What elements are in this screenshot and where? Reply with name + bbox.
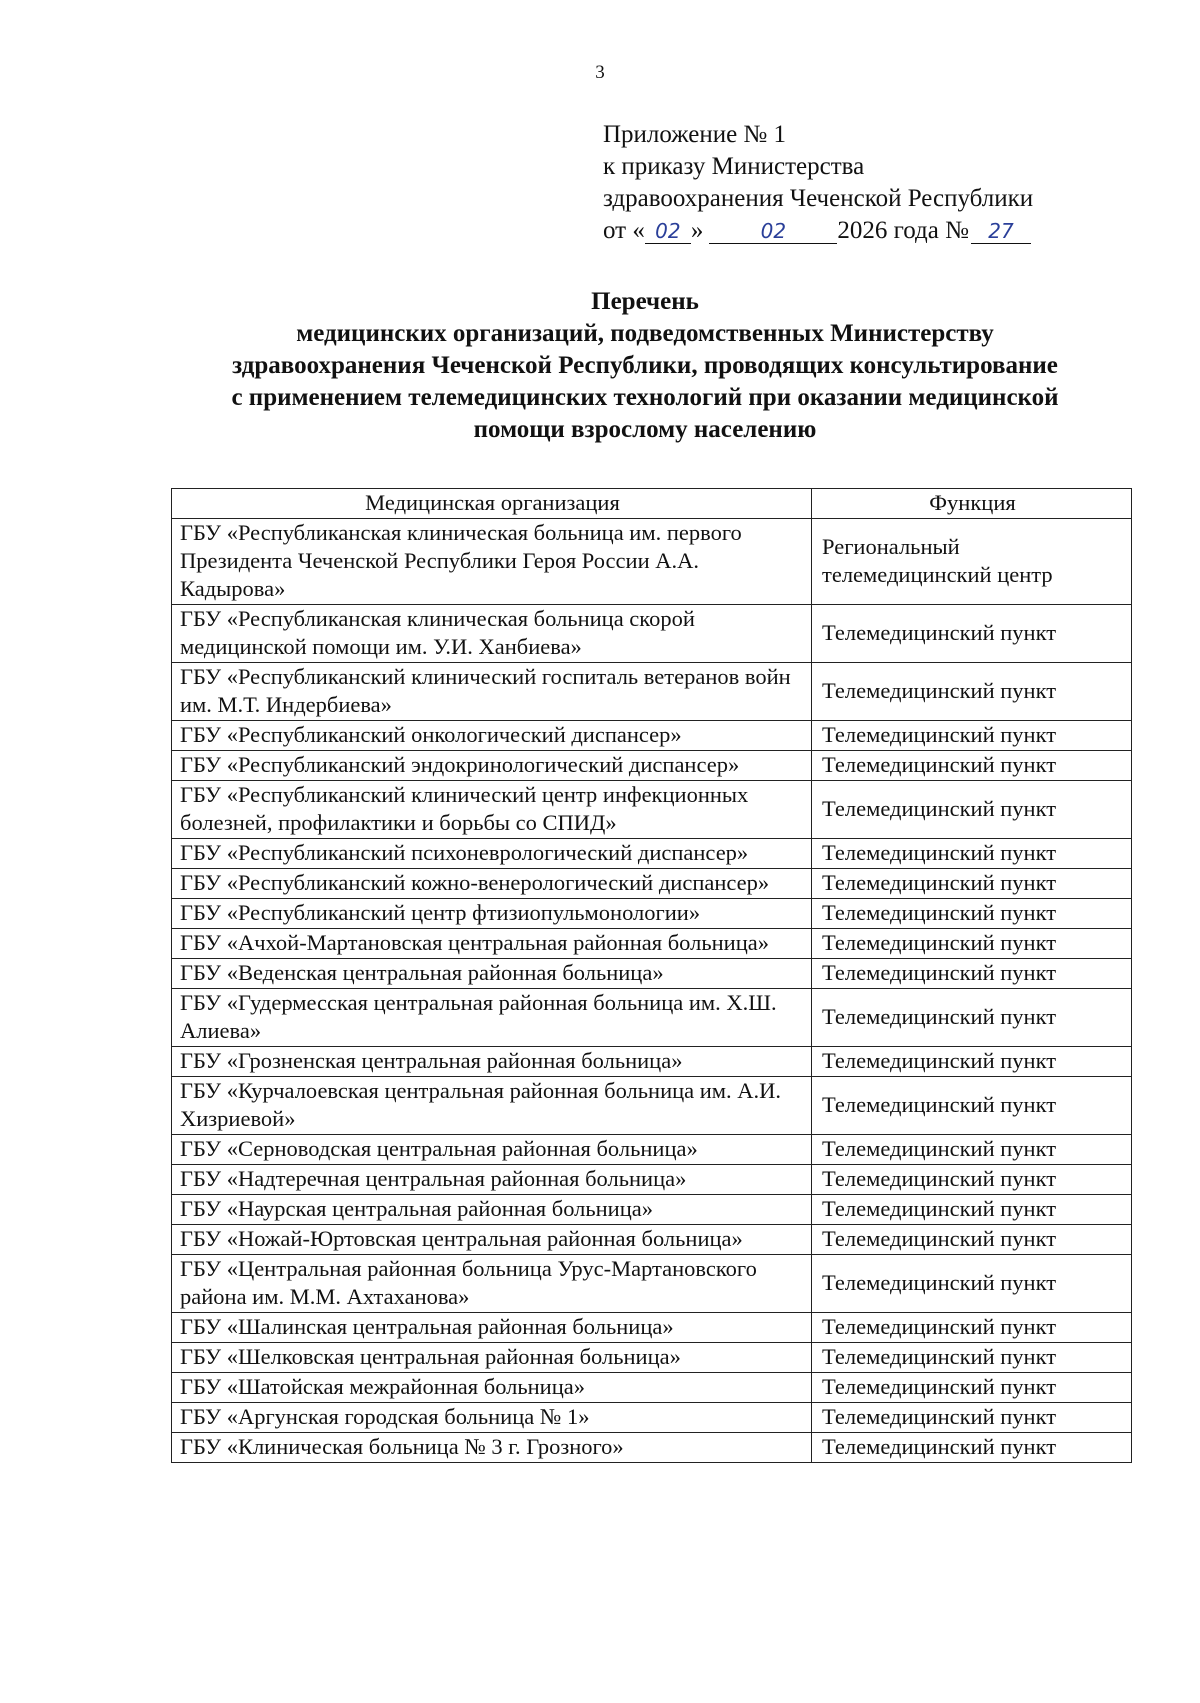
function-cell: Телемедицинский пункт [812,751,1132,781]
function-cell: Телемедицинский пункт [812,869,1132,899]
table-row [172,1195,1132,1225]
org-cell: ГБУ «Наурская центральная районная больница» [172,1195,812,1225]
function-cell: Телемедицинский пункт [812,929,1132,959]
organizations-table [171,488,1132,1463]
org-cell: ГБУ «Курчалоевская центральная районная больница им. А.И. Хизриевой» [172,1077,812,1135]
org-cell: ГБУ «Аргунская городская больница № 1» [172,1403,812,1433]
org-cell: ГБУ «Республиканская клиническая больница им. первого Президента Чеченской Республики Героя России А.А. Кадырова» [172,519,812,605]
document-title [150,286,1140,446]
date-year-text: 2026 года № [837,217,969,244]
table-row [172,1165,1132,1195]
table-row [172,519,1132,605]
header-organization: Медицинская организация [172,489,812,519]
org-cell: ГБУ «Республиканский центр фтизиопульмонологии» [172,899,812,929]
function-cell: Телемедицинский пункт [812,1135,1132,1165]
appendix-line-1: Приложение № 1 [603,121,787,148]
function-cell: Телемедицинский пункт [812,959,1132,989]
org-cell: ГБУ «Грозненская центральная районная больница» [172,1047,812,1077]
table-row [172,1135,1132,1165]
table-row [172,605,1132,663]
table-row [172,1433,1132,1463]
table-row [172,1255,1132,1313]
table-row [172,839,1132,869]
function-cell: Телемедицинский пункт [812,1225,1132,1255]
function-cell: Телемедицинский пункт [812,663,1132,721]
table-row [172,781,1132,839]
org-cell: ГБУ «Шалинская центральная районная больница» [172,1313,812,1343]
table-row [172,929,1132,959]
table-row [172,899,1132,929]
table-row [172,1373,1132,1403]
function-cell: Телемедицинский пункт [812,1343,1132,1373]
function-cell: Телемедицинский пункт [812,1403,1132,1433]
function-cell: Телемедицинский пункт [812,1373,1132,1403]
title-line-3: с применением телемедицинских технологий при оказании медицинской [231,384,1059,411]
org-cell: ГБУ «Ножай-Юртовская центральная районная больница» [172,1225,812,1255]
org-cell: ГБУ «Ачхой-Мартановская центральная районная больница» [172,929,812,959]
header-function: Функция [812,489,1132,519]
appendix-date-line [603,215,1033,247]
date-prefix: от « [603,217,645,244]
org-cell: ГБУ «Серноводская центральная районная больница» [172,1135,812,1165]
function-cell: Телемедицинский пункт [812,605,1132,663]
org-cell: ГБУ «Центральная районная больница Урус-Мартановского района им. М.М. Ахтаханова» [172,1255,812,1313]
title-heading: Перечень [591,288,699,315]
table-row [172,989,1132,1047]
org-cell: ГБУ «Республиканский клинический госпиталь ветеранов войн им. М.Т. Индербиева» [172,663,812,721]
title-line-2: здравоохранения Чеченской Республики, проводящих консультирование [232,352,1058,379]
org-cell: ГБУ «Клиническая больница № 3 г. Грозного» [172,1433,812,1463]
title-line-1: медицинских организаций, подведомственных Министерству [296,320,994,347]
function-cell: Телемедицинский пункт [812,989,1132,1047]
org-cell: ГБУ «Республиканский клинический центр инфекционных болезней, профилактики и борьбы со СПИД» [172,781,812,839]
function-cell: Телемедицинский пункт [812,839,1132,869]
appendix-line-3: здравоохранения Чеченской Республики [603,185,1034,212]
table-row [172,1077,1132,1135]
appendix-block [603,119,1033,247]
table-row [172,1343,1132,1373]
table-row [172,751,1132,781]
org-cell: ГБУ «Республиканский онкологический диспансер» [172,721,812,751]
org-cell: ГБУ «Шелковская центральная районная больница» [172,1343,812,1373]
org-cell: ГБУ «Республиканская клиническая больница скорой медицинской помощи им. У.И. Ханбиева» [172,605,812,663]
function-cell: Телемедицинский пункт [812,1255,1132,1313]
org-cell: ГБУ «Республиканский кожно-венерологический диспансер» [172,869,812,899]
function-cell: Телемедицинский пункт [812,1313,1132,1343]
handwritten-month: 02 [709,219,837,244]
table-row [172,1403,1132,1433]
function-cell: Региональный телемедицинский центр [812,519,1132,605]
org-cell: ГБУ «Шатойская межрайонная больница» [172,1373,812,1403]
function-cell: Телемедицинский пункт [812,1195,1132,1225]
function-cell: Телемедицинский пункт [812,721,1132,751]
table-row [172,869,1132,899]
org-cell: ГБУ «Надтеречная центральная районная больница» [172,1165,812,1195]
table-header-row [172,489,1132,519]
org-cell: ГБУ «Гудермесская центральная районная больница им. Х.Ш. Алиева» [172,989,812,1047]
handwritten-day: 02 [645,219,691,244]
page-number: 3 [595,62,605,83]
table-row [172,1225,1132,1255]
function-cell: Телемедицинский пункт [812,781,1132,839]
handwritten-number: 27 [971,219,1031,244]
table-row [172,959,1132,989]
org-cell: ГБУ «Веденская центральная районная больница» [172,959,812,989]
org-cell: ГБУ «Республиканский психоневрологический диспансер» [172,839,812,869]
function-cell: Телемедицинский пункт [812,1077,1132,1135]
appendix-line-2: к приказу Министерства [603,153,865,180]
function-cell: Телемедицинский пункт [812,1433,1132,1463]
table-row [172,663,1132,721]
table-row [172,721,1132,751]
org-cell: ГБУ «Республиканский эндокринологический диспансер» [172,751,812,781]
title-line-4: помощи взрослому населению [473,416,817,443]
table-row [172,1047,1132,1077]
function-cell: Телемедицинский пункт [812,899,1132,929]
function-cell: Телемедицинский пункт [812,1047,1132,1077]
function-cell: Телемедицинский пункт [812,1165,1132,1195]
date-day-close: » [690,217,704,244]
table-row [172,1313,1132,1343]
